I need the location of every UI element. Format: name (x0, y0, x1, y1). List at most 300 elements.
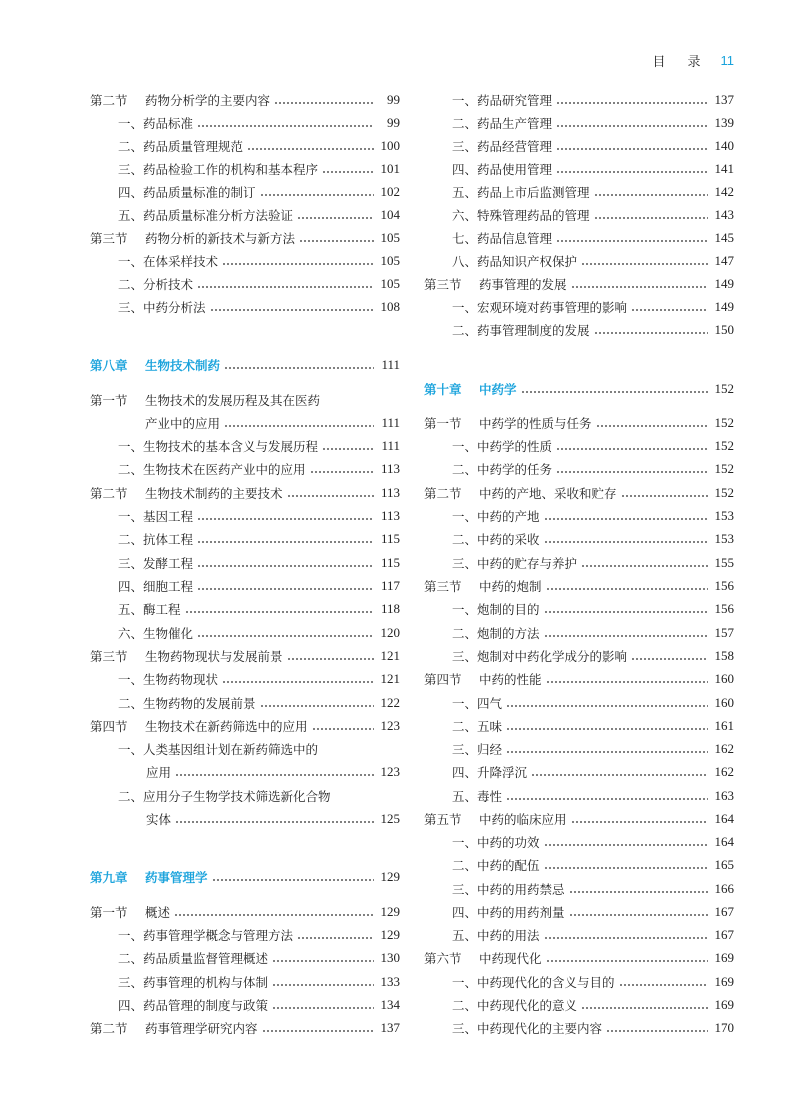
toc-subsection-entry[interactable] (424, 597, 734, 620)
header-title-char-2: 录 (687, 54, 703, 70)
toc-dot-leader (247, 148, 374, 150)
toc-entry-label (452, 1019, 602, 1037)
toc-section-entry[interactable] (90, 411, 400, 434)
toc-subsection-entry[interactable] (424, 877, 734, 900)
toc-subsection-entry[interactable] (90, 667, 400, 690)
toc-subsection-entry[interactable] (424, 88, 734, 111)
toc-entry-title: 一、四气 (452, 695, 503, 711)
toc-entry-title: 中药学的性质与任务 (479, 415, 592, 431)
toc-entry-label (452, 91, 552, 109)
toc-subsection-entry[interactable] (424, 504, 734, 527)
toc-entry-title: 二、抗体工程 (118, 531, 194, 547)
toc-dot-leader (631, 658, 708, 660)
page-number: 11 (720, 52, 734, 68)
toc-entry-title: 药物分析学的主要内容 (145, 92, 271, 108)
toc-entry-title: 二、炮制的方法 (452, 625, 540, 641)
toc-subsection-entry[interactable] (90, 923, 400, 946)
toc-entry-number: 第八章 (90, 357, 128, 373)
toc-page-number: 113 (380, 507, 400, 523)
toc-entry-label (452, 973, 615, 991)
toc-entry-label (452, 600, 540, 618)
toc-entry-title: 二、中药现代化的意义 (452, 997, 578, 1013)
toc-page-number: 152 (714, 414, 734, 430)
toc-subsection-entry[interactable] (424, 226, 734, 249)
toc-entry-label (424, 670, 542, 688)
toc-entry-title: 一、中药的功效 (452, 834, 540, 850)
toc-subsection-entry[interactable] (90, 760, 400, 783)
toc-dot-leader (544, 611, 708, 613)
toc-page-number: 160 (714, 694, 734, 710)
toc-subsection-entry[interactable] (90, 946, 400, 969)
toc-dot-leader (299, 240, 374, 242)
toc-subsection-entry[interactable] (90, 134, 400, 157)
toc-subsection-entry[interactable] (424, 760, 734, 783)
toc-page-number: 121 (380, 670, 400, 686)
toc-page-number: 104 (380, 206, 400, 222)
toc-page-number: 137 (380, 1019, 400, 1035)
toc-entry-title: 实体 (146, 811, 172, 827)
toc-section-entry[interactable] (424, 574, 734, 597)
toc-dot-leader (544, 518, 708, 520)
toc-dot-leader (224, 367, 374, 369)
toc-chapter-entry[interactable] (90, 865, 400, 888)
toc-entry-label (118, 926, 293, 944)
toc-dot-leader (594, 194, 708, 196)
toc-entry-label (118, 183, 256, 201)
toc-section-entry[interactable] (90, 481, 400, 504)
toc-page-number: 100 (380, 137, 400, 153)
toc-entry-label (452, 252, 577, 270)
toc-page-number: 111 (381, 356, 400, 372)
toc-dot-leader (544, 867, 708, 869)
toc-dot-leader (287, 658, 374, 660)
toc-entry-label (452, 114, 552, 132)
toc-page-number: 152 (714, 437, 734, 453)
toc-dot-leader (544, 844, 708, 846)
toc-section-entry[interactable] (424, 667, 734, 690)
toc-subsection-entry[interactable] (424, 1016, 734, 1039)
toc-entry-label (118, 554, 193, 572)
toc-entry-label (90, 356, 220, 374)
toc-section-entry[interactable] (424, 946, 734, 969)
toc-entry-title: 三、中药的贮存与养护 (452, 555, 578, 571)
toc-page-number: 152 (714, 460, 734, 476)
toc-entry-title: 四、细胞工程 (118, 578, 194, 594)
toc-subsection-entry[interactable] (90, 597, 400, 620)
toc-entry-title: 六、特殊管理药品的管理 (452, 207, 590, 223)
toc-dot-leader (581, 1007, 708, 1009)
toc-dot-leader (571, 286, 708, 288)
toc-section-entry[interactable] (90, 644, 400, 667)
toc-dot-leader (506, 798, 708, 800)
toc-page-number: 101 (380, 160, 400, 176)
toc-subsection-entry[interactable] (424, 784, 734, 807)
toc-subsection-entry[interactable] (424, 180, 734, 203)
toc-entry-title: 四、药品使用管理 (452, 161, 553, 177)
toc-subsection-entry[interactable] (90, 434, 400, 457)
toc-subsection-entry[interactable] (424, 993, 734, 1016)
toc-subsection-entry[interactable] (424, 644, 734, 667)
toc-dot-leader (544, 541, 708, 543)
toc-entry-title: 二、生物技术在医药产业中的应用 (118, 461, 306, 477)
toc-entry-label (118, 530, 193, 548)
toc-entry-label (452, 926, 540, 944)
toc-subsection-entry[interactable] (424, 923, 734, 946)
toc-page-number: 156 (714, 577, 734, 593)
toc-subsection-entry[interactable] (90, 574, 400, 597)
toc-entry-label (452, 298, 627, 316)
toc-dot-leader (556, 171, 708, 173)
toc-entry-label (90, 903, 170, 921)
toc-page-number: 147 (714, 252, 734, 268)
toc-subsection-entry[interactable] (424, 737, 734, 760)
toc-dot-leader (297, 217, 374, 219)
toc-page-number: 169 (714, 949, 734, 965)
toc-page-number: 122 (380, 694, 400, 710)
toc-entry-label (118, 600, 181, 618)
toc-dot-leader (322, 448, 374, 450)
toc-entry-title: 中药学 (479, 381, 517, 397)
toc-entry-title: 一、生物药物现状 (118, 671, 219, 687)
toc-entry-title: 一、在体采样技术 (118, 253, 219, 269)
toc-page-number: 142 (714, 183, 734, 199)
toc-dot-leader (197, 588, 374, 590)
toc-page-number: 169 (714, 973, 734, 989)
toc-entry-number: 第五节 (424, 811, 462, 827)
toc-entry-label (90, 391, 320, 409)
toc-section-entry[interactable] (90, 900, 400, 923)
toc-entry-number: 第九章 (90, 869, 128, 885)
toc-subsection-entry[interactable] (424, 295, 734, 318)
toc-entry-title: 二、药品生产管理 (452, 115, 553, 131)
toc-dot-leader (197, 125, 374, 127)
toc-entry-title: 四、中药的用药剂量 (452, 904, 565, 920)
toc-entry-label (118, 694, 256, 712)
toc-entry-number: 第三节 (90, 648, 128, 664)
toc-dot-leader (546, 681, 708, 683)
toc-entry-label (118, 949, 268, 967)
toc-page-number: 113 (380, 484, 400, 500)
toc-subsection-entry[interactable] (424, 691, 734, 714)
toc-subsection-entry[interactable] (90, 249, 400, 272)
toc-section-entry[interactable] (90, 388, 400, 411)
toc-dot-leader (262, 1030, 374, 1032)
toc-entry-number: 第二节 (424, 485, 462, 501)
toc-entry-title: 二、药品质量管理规范 (118, 138, 244, 154)
toc-entry-label (452, 856, 540, 874)
toc-dot-leader (312, 728, 374, 730)
toc-entry-label (118, 577, 193, 595)
toc-page-number: 162 (714, 740, 734, 756)
toc-dot-leader (322, 171, 374, 173)
toc-entry-title: 中药的临床应用 (479, 811, 567, 827)
toc-page-number: 157 (714, 624, 734, 640)
toc-dot-leader (556, 448, 708, 450)
toc-subsection-entry[interactable] (424, 318, 734, 341)
toc-dot-leader (556, 240, 708, 242)
toc-entry-title: 生物药物现状与发展前景 (145, 648, 283, 664)
toc-section-entry[interactable] (424, 411, 734, 434)
toc-dot-leader (197, 565, 374, 567)
toc-page-number: 150 (714, 321, 734, 337)
toc-subsection-entry[interactable] (90, 180, 400, 203)
toc-subsection-entry[interactable] (424, 830, 734, 853)
toc-subsection-entry[interactable] (90, 784, 400, 807)
toc-page-number: 133 (380, 973, 400, 989)
toc-dot-leader (556, 471, 708, 473)
toc-subsection-entry[interactable] (424, 527, 734, 550)
toc-entry-title: 二、生物药物的发展前景 (118, 695, 256, 711)
toc-entry-title: 二、药品质量监督管理概述 (118, 950, 269, 966)
toc-entry-label (452, 137, 552, 155)
toc-page-number: 141 (714, 160, 734, 176)
toc-entry-title: 二、五味 (452, 718, 503, 734)
toc-entry-label (424, 484, 617, 502)
toc-entry-label (118, 252, 218, 270)
toc-entry-title: 五、药品上市后监测管理 (452, 184, 590, 200)
toc-page-number: 153 (714, 530, 734, 546)
toc-entry-title: 七、药品信息管理 (452, 230, 553, 246)
toc-chapter-entry[interactable] (424, 377, 734, 400)
toc-entry-title: 二、中药学的任务 (452, 461, 553, 477)
toc-entry-number: 第三节 (424, 578, 462, 594)
toc-subsection-entry[interactable] (424, 203, 734, 226)
toc-entry-label (90, 717, 308, 735)
toc-entry-title: 一、宏观环境对药事管理的影响 (452, 299, 628, 315)
toc-page-number: 165 (714, 856, 734, 872)
toc-entry-label (452, 903, 565, 921)
toc-subsection-entry[interactable] (424, 457, 734, 480)
toc-entry-label (118, 624, 193, 642)
toc-entry-label (452, 160, 552, 178)
toc-section-entry[interactable] (90, 88, 400, 111)
toc-entry-title: 三、药事管理的机构与体制 (118, 974, 269, 990)
toc-page-number: 137 (714, 91, 734, 107)
toc-dot-leader (197, 635, 374, 637)
toc-entry-label (118, 275, 193, 293)
toc-page-number: 145 (714, 229, 734, 245)
toc-entry-label (424, 949, 542, 967)
toc-subsection-entry[interactable] (90, 621, 400, 644)
toc-subsection-entry[interactable] (90, 970, 400, 993)
toc-subsection-entry[interactable] (90, 203, 400, 226)
toc-dot-leader (546, 588, 708, 590)
toc-page-number: 105 (380, 275, 400, 291)
toc-entry-number: 第十章 (424, 381, 462, 397)
toc-dot-leader (569, 891, 708, 893)
toc-subsection-entry[interactable] (90, 457, 400, 480)
toc-page-number: 130 (380, 949, 400, 965)
toc-dot-leader (175, 821, 374, 823)
toc-entry-title: 四、药品管理的制度与政策 (118, 997, 269, 1013)
toc-entry-label (118, 114, 193, 132)
toc-entry-label (90, 414, 220, 432)
toc-entry-title: 生物技术制药的主要技术 (145, 485, 283, 501)
toc-section-entry[interactable] (90, 226, 400, 249)
toc-entry-label (452, 460, 552, 478)
toc-entry-label (452, 437, 552, 455)
toc-dot-leader (531, 774, 708, 776)
toc-dot-leader (621, 495, 708, 497)
toc-dot-leader (210, 309, 374, 311)
toc-section-entry[interactable] (90, 1016, 400, 1039)
toc-page-number: 152 (714, 484, 734, 500)
toc-subsection-entry[interactable] (90, 157, 400, 180)
toc-page-number: 99 (387, 91, 400, 107)
toc-dot-leader (544, 937, 708, 939)
toc-subsection-entry[interactable] (90, 111, 400, 134)
toc-dot-leader (260, 705, 374, 707)
toc-entry-title: 药物分析的新技术与新方法 (145, 230, 296, 246)
toc-page-number: 170 (714, 1019, 734, 1035)
toc-entry-label (118, 437, 318, 455)
toc-subsection-entry[interactable] (90, 551, 400, 574)
toc-subsection-entry[interactable] (90, 504, 400, 527)
toc-subsection-entry[interactable] (424, 157, 734, 180)
toc-subsection-entry[interactable] (424, 249, 734, 272)
toc-page-number: 102 (380, 183, 400, 199)
toc-dot-leader (571, 821, 708, 823)
toc-dot-leader (506, 705, 708, 707)
toc-entry-title: 四、升降浮沉 (452, 764, 528, 780)
toc-entry-title: 三、中药的用药禁忌 (452, 881, 565, 897)
toc-page-number: 129 (380, 903, 400, 919)
toc-entry-label (118, 298, 206, 316)
toc-dot-leader (197, 286, 374, 288)
toc-dot-leader (594, 217, 708, 219)
toc-section-entry[interactable] (90, 714, 400, 737)
toc-entry-label (90, 229, 295, 247)
toc-subsection-entry[interactable] (424, 551, 734, 574)
toc-subsection-entry[interactable] (90, 272, 400, 295)
toc-dot-leader (222, 263, 374, 265)
toc-page-number: 108 (380, 298, 400, 314)
toc-entry-label (118, 460, 306, 478)
toc-page-number: 140 (714, 137, 734, 153)
toc-entry-title: 二、应用分子生物学技术筛选新化合物 (118, 788, 331, 804)
toc-entry-title: 中药的产地、采收和贮存 (479, 485, 617, 501)
toc-dot-leader (631, 309, 708, 311)
toc-entry-title: 一、药品标准 (118, 115, 194, 131)
toc-chapter-entry[interactable] (90, 353, 400, 376)
toc-entry-label (452, 647, 627, 665)
toc-subsection-entry[interactable] (424, 714, 734, 737)
toc-entry-label (452, 507, 540, 525)
toc-entry-title: 二、中药的采收 (452, 531, 540, 547)
toc-dot-leader (556, 125, 708, 127)
toc-entry-label (118, 507, 193, 525)
toc-subsection-entry[interactable] (424, 900, 734, 923)
toc-section-entry[interactable] (424, 272, 734, 295)
toc-entry-title: 四、药品质量标准的制订 (118, 184, 256, 200)
toc-page-number: 105 (380, 252, 400, 268)
toc-subsection-entry[interactable] (90, 527, 400, 550)
toc-entry-number: 第一节 (424, 415, 462, 431)
toc-entry-label (118, 137, 243, 155)
toc-page-number: 105 (380, 229, 400, 245)
toc-page-number: 125 (380, 810, 400, 826)
toc-entry-label (452, 530, 540, 548)
toc-subsection-entry[interactable] (424, 434, 734, 457)
toc-page-number: 139 (714, 114, 734, 130)
toc-page-number: 111 (381, 414, 400, 430)
toc-entry-label (452, 740, 502, 758)
toc-entry-title: 应用 (146, 764, 172, 780)
toc-page-number: 118 (380, 600, 400, 616)
toc-entry-title: 一、中药的产地 (452, 508, 540, 524)
toc-entry-label (424, 810, 567, 828)
toc-subsection-entry[interactable] (90, 295, 400, 318)
toc-entry-number: 第四节 (90, 718, 128, 734)
toc-subsection-entry[interactable] (424, 111, 734, 134)
toc-entry-label (452, 763, 527, 781)
toc-section-entry[interactable] (424, 807, 734, 830)
toc-page-number: 115 (380, 554, 400, 570)
toc-entry-number: 第四节 (424, 671, 462, 687)
toc-page-number: 123 (380, 763, 400, 779)
toc-entry-title: 八、药品知识产权保护 (452, 253, 578, 269)
toc-dot-leader (260, 194, 374, 196)
toc-entry-label (146, 810, 171, 828)
toc-page-number: 111 (381, 437, 400, 453)
toc-entry-title: 六、生物催化 (118, 625, 194, 641)
toc-dot-leader (506, 751, 708, 753)
toc-entry-label (452, 206, 590, 224)
toc-subsection-entry[interactable] (424, 134, 734, 157)
toc-page-number: 129 (380, 868, 400, 884)
toc-subsection-entry[interactable] (424, 621, 734, 644)
toc-entry-number: 第二节 (90, 1020, 128, 1036)
toc-entry-number: 第三节 (90, 230, 128, 246)
toc-subsection-entry[interactable] (90, 993, 400, 1016)
toc-subsection-entry[interactable] (90, 807, 400, 830)
toc-entry-title: 中药的炮制 (479, 578, 542, 594)
toc-entry-title: 一、生物技术的基本含义与发展历程 (118, 438, 319, 454)
toc-subsection-entry[interactable] (90, 691, 400, 714)
toc-page-number: 113 (380, 460, 400, 476)
toc-entry-label (118, 740, 318, 758)
toc-dot-leader (274, 102, 374, 104)
toc-dot-leader (175, 774, 374, 776)
toc-entry-label (90, 1019, 258, 1037)
toc-entry-title: 药事管理学研究内容 (145, 1020, 258, 1036)
toc-subsection-entry[interactable] (90, 737, 400, 760)
toc-entry-title: 三、药品检验工作的机构和基本程序 (118, 161, 319, 177)
toc-subsection-entry[interactable] (424, 970, 734, 993)
toc-entry-title: 中药的性能 (479, 671, 542, 687)
toc-entry-label (452, 229, 552, 247)
toc-page-number: 121 (380, 647, 400, 663)
toc-page-number: 153 (714, 507, 734, 523)
toc-page-number: 162 (714, 763, 734, 779)
toc-entry-title: 中药现代化 (479, 950, 542, 966)
toc-entry-label (118, 996, 268, 1014)
toc-page-number: 161 (714, 717, 734, 733)
toc-entry-label (452, 996, 577, 1014)
toc-section-entry[interactable] (424, 481, 734, 504)
toc-entry-label (452, 321, 590, 339)
toc-page-number: 167 (714, 926, 734, 942)
toc-entry-title: 三、发酵工程 (118, 555, 194, 571)
toc-entry-title: 五、药品质量标准分析方法验证 (118, 207, 294, 223)
toc-page-number: 158 (714, 647, 734, 663)
toc-subsection-entry[interactable] (424, 853, 734, 876)
toc-dot-leader (521, 391, 708, 393)
toc-dot-leader (544, 635, 708, 637)
toc-entry-title: 二、分析技术 (118, 276, 194, 292)
toc-entry-label (90, 484, 283, 502)
toc-entry-label (118, 160, 318, 178)
